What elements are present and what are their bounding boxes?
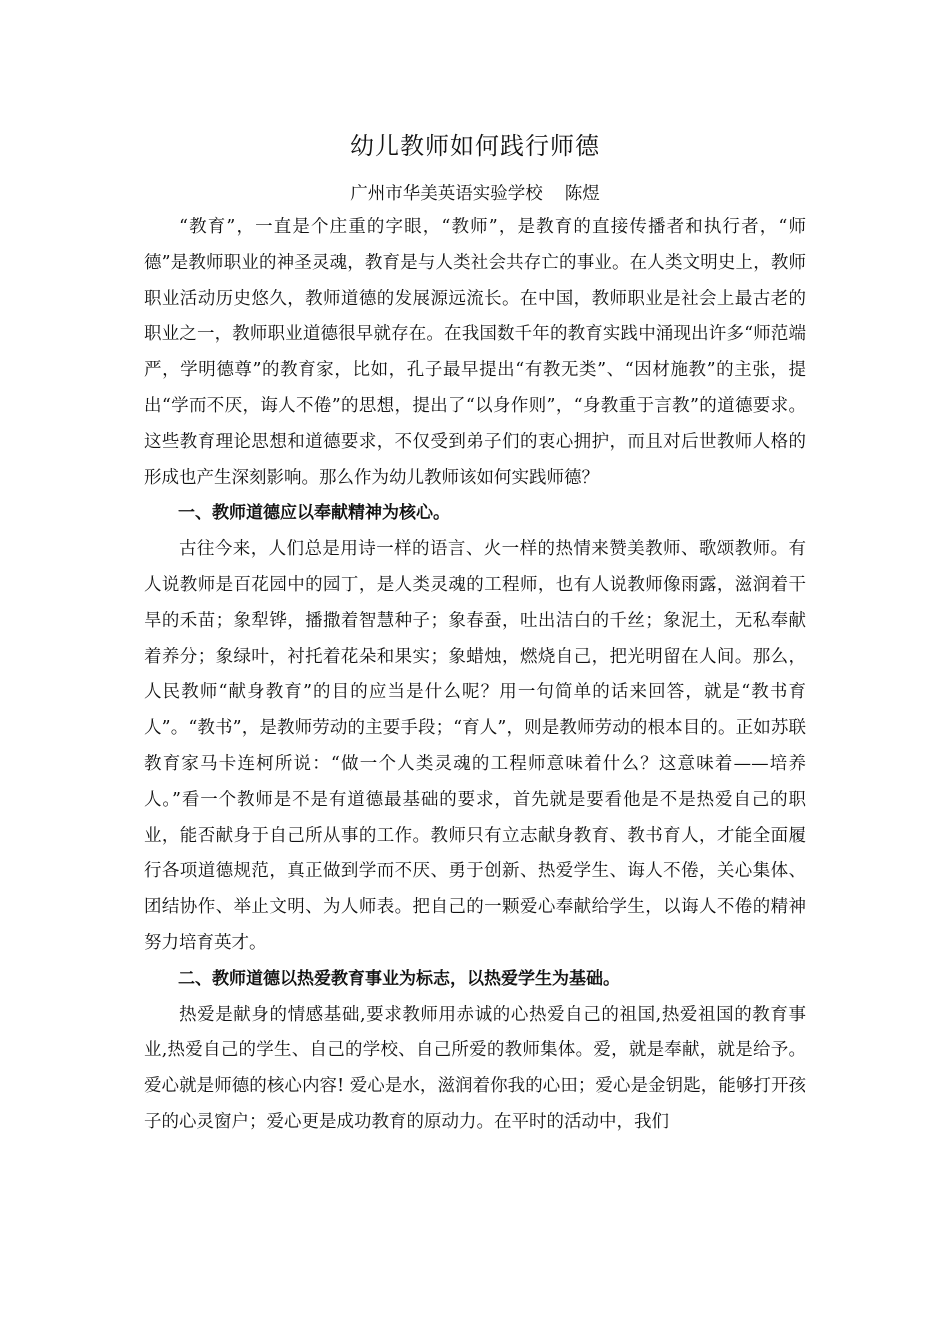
author-school: 广州市华美英语实验学校 xyxy=(350,184,543,204)
intro-paragraph: “教育”，一直是个庄重的字眼，“教师”，是教育的直接传播者和执行者，“师德”是教师职业的神圣灵魂，教育是与人类社会共存亡的事业。在人类文明史上，教师职业活动历史悠久，教师道德的发展源远流长。在中国，教师职业是社会上最古老的职业之一，教师职业道德很早就存在。在我国数千年的教育实践中涌现出许多“师范端严，学明德尊”的教育家，比如，孔子最早提出“有教无类”、“因材施教”的主张，提出“学而不厌，诲人不倦”的思想，提出了“以身作则”，“身教重于言教”的道德要求。这些教育理论思想和道德要求，不仅受到弟子们的衷心拥护，而且对后世教师人格的形成也产生深刻影响。那么作为幼儿教师该如何实践师德？ xyxy=(144,217,806,488)
author-name: 陈煜 xyxy=(564,184,600,204)
section-1-paragraph: 古往今来，人们总是用诗一样的语言、火一样的热情来赞美教师、歌颂教师。有人说教师是百花园中的园丁，是人类灵魂的工程师，也有人说教师像雨露，滋润着干旱的禾苗；象犁铧，播撒着智慧种子；象春蚕，吐出洁白的千丝；象泥土，无私奉献着养分；象绿叶，衬托着花朵和果实；象蜡烛，燃烧自己，把光明留在人间。那么，人民教师“献身教育”的目的应当是什么呢？用一句简单的话来回答，就是“教书育人”。“教书”，是教师劳动的主要手段；“育人”，则是教师劳动的根本目的。正如苏联教育家马卡连柯所说：“做一个人类灵魂的工程师意味着什么？这意味着——培养人。”看一个教师是不是有道德最基础的要求，首先就是要看他是不是热爱自己的职业，能否献身于自己所从事的工作。教师只有立志献身教育、教书育人，才能全面履行各项道德规范，真正做到学而不厌、勇于创新、热爱学生、诲人不倦，关心集体、团结协作、举止文明、为人师表。把自己的一颗爱心奉献给学生，以诲人不倦的精神努力培育英才。 xyxy=(144,539,806,953)
document-title: 幼儿教师如何践行师德 xyxy=(350,132,600,160)
section-heading-2: 二、教师道德以热爱教育事业为标志，以热爱学生为基础。 xyxy=(178,968,620,989)
author-line xyxy=(144,178,806,210)
section-heading-1: 一、教师道德应以奉献精神为核心。 xyxy=(178,503,450,524)
section-2-paragraph: 热爱是献身的情感基础,要求教师用赤诚的心热爱自己的祖国,热爱祖国的教育事业,热爱自己的学生、自己的学校、自己所爱的教师集体。爱，就是奉献，就是给予。爱心就是师德的核心内容! 爱心是水，滋润着你我的心田；爱心是金钥匙，能够打开孩子的心灵窗户；爱心更是成功教育的原动力。在平时的活动中，我们 xyxy=(144,1004,806,1132)
document-page xyxy=(144,126,806,1141)
